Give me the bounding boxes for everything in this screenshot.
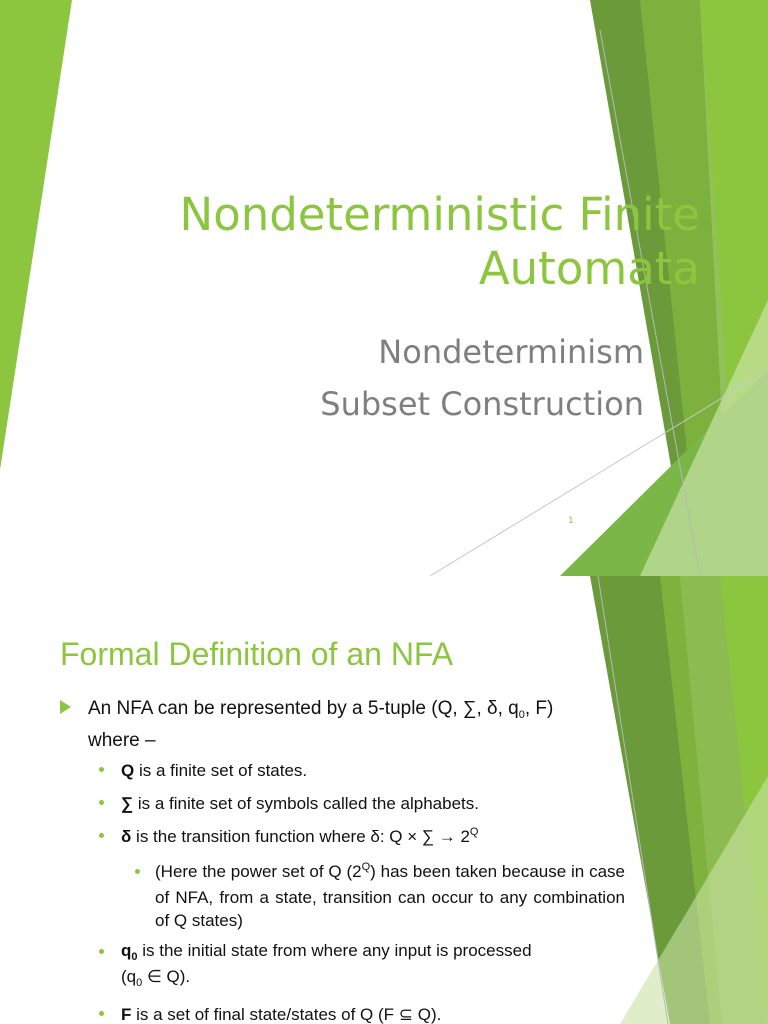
subtitle-line-2: Subset Construction [320,385,644,423]
intro-part-b: , F) [524,698,554,719]
item-term: q [121,941,132,960]
note-part-a: (Here the power set of Q (2 [155,862,362,881]
item-text: is a finite set of symbols called the alphabets. [133,794,479,813]
item-term: ∑ [121,794,134,813]
item-subscript: 0 [131,951,138,963]
bullet-dot-icon [99,800,104,805]
bullet-dot-icon [135,869,140,874]
item-text: is the transition function where δ: Q × ∑ → 2 [131,827,470,846]
note-power-set [155,860,625,932]
item-superscript: Q [469,826,479,838]
item-text: is a finite set of states. [134,761,308,780]
page-number: 1 [568,516,574,526]
intro-part-c: where – [88,730,156,751]
item-q [121,759,626,782]
item-q0 [121,939,626,991]
intro-subscript: 0 [518,709,525,721]
item-term: δ [121,827,132,846]
item-paren-b: ∈ Q). [142,967,191,986]
bullet-dot-icon [99,833,104,838]
bullet-dot-icon [99,1011,104,1016]
bullet-arrow-icon [60,700,71,714]
slide2-title: Formal Definition of an NFA [60,636,454,672]
title-line-2: Automata [478,242,700,295]
item-sigma [121,792,626,815]
title-line-1: Nondeterministic Finite [179,188,700,241]
item-paren-a: (q [121,967,137,986]
slide1-title [60,188,700,296]
bullet-dot-icon [99,767,104,772]
intro-text [88,694,628,755]
intro-part-a: An NFA can be represented by a 5-tuple (Q, ∑, δ, q [88,698,519,719]
bullet-dot-icon [99,949,104,954]
item-term: Q [121,761,135,780]
subtitle-line-1: Nondeterminism [378,333,644,371]
item-text: is a set of final state/states of Q (F ⊆ Q). [131,1005,442,1024]
item-term: F [121,1005,132,1024]
definition-slide [0,576,768,1024]
note-superscript: Q [361,861,371,873]
item-delta [121,825,626,851]
item-paren-subscript: 0 [136,977,143,989]
item-text: is the initial state from where any input is processed [137,941,532,960]
note-part-b: ) has been taken because in case of NFA, from a state, transition can occur to any combination of Q states) [155,862,625,930]
item-f [121,1003,626,1024]
